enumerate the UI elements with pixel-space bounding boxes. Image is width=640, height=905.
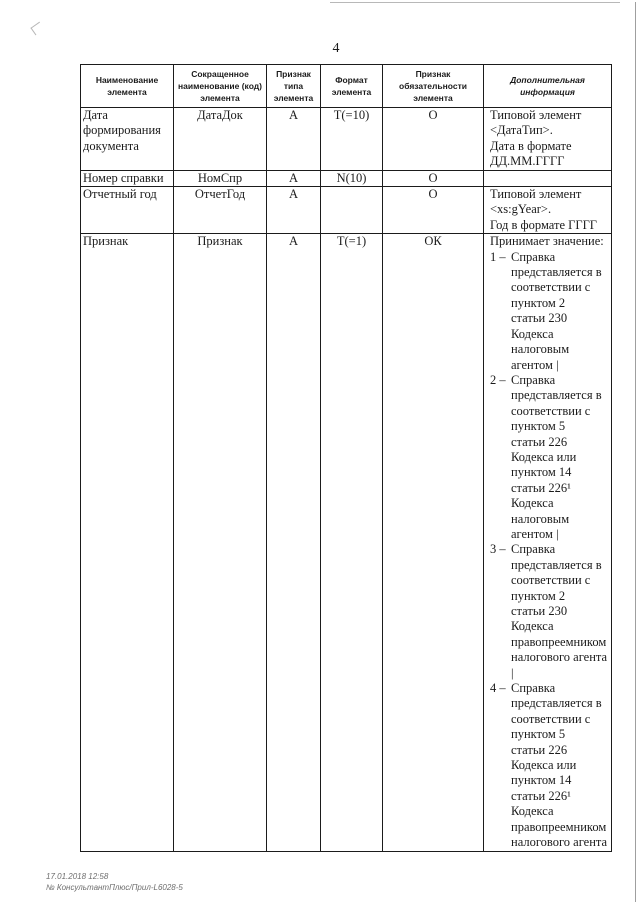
cell-element-type: А: [267, 234, 321, 851]
info-value-line: Справка: [511, 372, 556, 387]
cell-element-name: Дата формирования документа: [81, 108, 174, 171]
info-value-line: Кодекса: [511, 496, 554, 511]
page-number: 4: [332, 41, 340, 56]
cell-element-code: НомСпр: [174, 170, 267, 186]
cell-element-code: Признак: [174, 234, 267, 851]
table-header-row: [81, 65, 612, 108]
table-row: [81, 170, 612, 186]
info-line: Год в формате ГГГГ: [490, 217, 598, 232]
cell-element-format: T(=10): [321, 108, 383, 171]
footer-timestamp: 17.01.2018 12:58: [46, 872, 109, 881]
info-value-line: пунктом 14: [511, 773, 572, 788]
info-value-line: статьи 230: [511, 604, 568, 618]
info-value-line: налоговым: [511, 511, 570, 526]
info-intro: Принимает значение:: [490, 234, 604, 249]
cell-element-required: О: [383, 170, 484, 186]
info-value-line: статьи 226: [511, 434, 568, 449]
info-value-text: [511, 542, 609, 681]
corner-scan-mark: [30, 22, 44, 36]
info-value-line: соответствии с: [511, 573, 591, 588]
info-value-line: пунктом 14: [511, 465, 572, 480]
cell-element-required: О: [383, 187, 484, 234]
info-value-number: 1 –: [490, 249, 506, 264]
header-element-format: Формат элемента: [321, 65, 383, 108]
cell-additional-info: [484, 187, 612, 234]
cell-element-name: Признак: [81, 234, 174, 851]
header-element-type: Признак типа элемента: [267, 65, 321, 108]
info-line: <xs:gYear>.: [490, 202, 552, 217]
info-value-line: представляется в: [511, 557, 602, 572]
info-value-line: правопреемником: [511, 634, 607, 649]
info-value-item: [490, 373, 609, 542]
info-value-line: статьи 226: [511, 742, 568, 757]
info-line: Дата в формате: [490, 138, 572, 153]
info-value-line: пунктом 5: [511, 419, 566, 434]
info-value-item: [490, 250, 609, 373]
right-edge-line: [635, 2, 636, 902]
cell-element-type: А: [267, 108, 321, 171]
info-value-line: |: [511, 665, 514, 680]
cell-element-required: ОК: [383, 234, 484, 851]
info-value-line: налогового агента: [511, 835, 608, 850]
cell-element-name: Отчетный год: [81, 187, 174, 234]
info-line: ДД.ММ.ГГГГ: [490, 154, 565, 169]
info-value-line: пунктом 5: [511, 727, 566, 742]
info-value-line: Кодекса: [511, 804, 554, 819]
cell-element-type: А: [267, 170, 321, 186]
info-line: Типовой элемент: [490, 187, 582, 202]
info-value-list: [490, 250, 609, 851]
info-value-line: Кодекса: [511, 326, 554, 341]
info-value-number: 2 –: [490, 372, 506, 387]
cell-element-code: ДатаДок: [174, 108, 267, 171]
info-value-line: соответствии с: [511, 711, 591, 726]
info-value-line: налогового агента: [511, 650, 608, 665]
header-element-name: Наименование элемента: [81, 65, 174, 108]
info-value-text: [511, 250, 609, 373]
info-value-line: налоговым: [511, 342, 570, 357]
info-value-line: Кодекса или: [511, 449, 577, 464]
info-value-line: представляется в: [511, 265, 602, 280]
info-value-line: правопреемником: [511, 819, 607, 834]
info-value-line: Кодекса: [511, 619, 554, 634]
info-value-line: соответствии с: [511, 280, 591, 295]
info-line: Типовой элемент: [490, 108, 582, 122]
cell-element-format: N(10): [321, 170, 383, 186]
info-value-line: пунктом 2: [511, 295, 566, 310]
cell-element-format: [321, 187, 383, 234]
footer-stamp: [46, 871, 183, 893]
cell-element-code: ОтчетГод: [174, 187, 267, 234]
cell-element-name: Номер справки: [81, 170, 174, 186]
info-value-text: [511, 373, 609, 542]
cell-additional-info: [484, 234, 612, 851]
info-value-line: Справка: [511, 681, 556, 696]
table-row: [81, 108, 612, 171]
table-row: [81, 234, 612, 851]
info-value-line: пунктом 2: [511, 588, 566, 603]
cell-element-format: T(=1): [321, 234, 383, 851]
info-value-line: статьи 230: [511, 311, 568, 326]
info-value-item: [490, 542, 609, 681]
footer-reference: № КонсультантПлюс/Прил-L6028-5: [46, 883, 183, 892]
info-value-number: 4 –: [490, 681, 506, 696]
info-value-number: 3 –: [490, 542, 506, 557]
top-edge-line: [330, 2, 620, 3]
info-value-text: [511, 681, 609, 850]
info-value-line: Справка: [511, 249, 556, 264]
header-additional-info: Дополнительная информация: [484, 65, 612, 108]
cell-additional-info: [484, 170, 612, 186]
info-value-line: статьи 226¹: [511, 788, 571, 803]
info-value-line: агентом |: [511, 526, 559, 541]
info-value-item: [490, 681, 609, 850]
info-value-line: представляется в: [511, 696, 602, 711]
table-row: [81, 187, 612, 234]
info-value-line: представляется в: [511, 388, 602, 403]
cell-element-type: А: [267, 187, 321, 234]
info-value-line: Кодекса или: [511, 758, 577, 773]
cell-additional-info: [484, 108, 612, 171]
header-element-required: Признак обязательности элемента: [383, 65, 484, 108]
header-element-code: Сокращенное наименование (код) элемента: [174, 65, 267, 108]
info-line: <ДатаТип>.: [490, 123, 553, 138]
info-value-line: Справка: [511, 542, 556, 557]
cell-element-required: О: [383, 108, 484, 171]
info-value-line: соответствии с: [511, 403, 591, 418]
info-value-line: статьи 226¹: [511, 480, 571, 495]
elements-table: [80, 64, 612, 852]
info-value-line: агентом |: [511, 357, 559, 372]
